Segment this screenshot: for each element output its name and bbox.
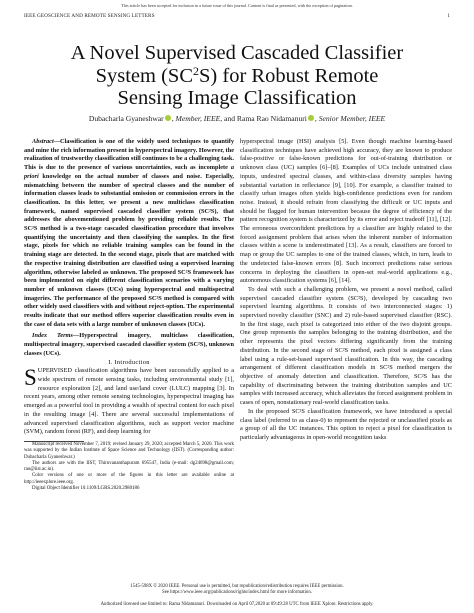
- journal-name: IEEE GEOSCIENCE AND REMOTE SENSING LETTERS: [24, 13, 155, 19]
- abstract-text-2: knowledge on the actual number of classes and noise. Especially, mismatching between the number of spectral classes and the number of information classes leads to substantial omission or commission errors in the classification. In this letter, we present a new multiclass classification framework, named supervised cascaded classifier system (SC²S), that addresses the abovementioned problem by providing reliable results. The SC²S method is a two-stage cascaded classification procedure that involves quantifying the uncertainty and then classifying the samples. In the first stage, pixels for which no reliable training samples can be found in the training stage are detected. In the second stage, pixels that are matched with the respective training distribution are classified using a supervised learning algorithm, otherwise labeled as unknown. The proposed SC²S framework has been implemented on eight different classification scenarios with a varying number of unknown classes (UCs) using hyperspectral and multispectral imageries. The performance of the proposed SC²S method is compared with other widely used classifiers with and without reject-option. The experimental results indicate that our method offers superior classification results even in the case of data sets with a large number of unknown classes (UCs).: [24, 172, 234, 328]
- intro-paragraph: [24, 367, 234, 437]
- author-1-role: , Member, IEEE,: [171, 114, 223, 123]
- license-footer: Authorized licensed use limited to: Rama Nidamanuri. Downloaded on April 07,2020 at 09:49:28 UTC from IEEE Xplore. Restrictions apply.: [100, 602, 374, 607]
- permissions-link[interactable]: See https://www.ieee.org/publications/rights/index.html for more information.: [162, 590, 312, 595]
- abstract: [24, 138, 234, 329]
- author-conjunction: and: [222, 114, 237, 123]
- title-line-3: Sensing Image Classification: [117, 87, 357, 109]
- body-paragraph-3: In the proposed SC²S classification framework, we have introduced a special class label (referred to as class-0) to represent the rejected or unclassified pixels as a group of all the UC instances. This option to reject a pixel for classification is particularly advantageous in open-world recognition tasks: [240, 407, 452, 441]
- right-column: [240, 138, 452, 443]
- body-paragraph-2: To deal with such a challenging problem, we present a novel method, called supervised cascaded classifier system (SC²S), developed by cascading two supervised learning algorithms. It consists of two interconnected stages: 1) supervised novelty classifier (SNC) and 2) rule-based supervised classifier (RSC). In the first stage, each pixel is categorized into either of the two disjoint groups. One group represents the samples belonging to the training distribution, and the other represents the pixel vectors differing significantly from the training distribution. In the second stage of SC²S method, each pixel is assigned a class label using a rule-set-based supervised classification. In this way, the cascading arrangement of different classification models in SC²S method mergers the objective of anomaly detection and classification. Therefore, SC²S has the capability of discriminating between the training distribution samples and UC samples with increased accuracy, which alleviates the forced assignment problem in cases of open, nonstationary real-world classification tasks.: [240, 285, 452, 407]
- index-terms-text: —Hyperspectral imagery, multiclass classification, multispectral imagery, supervised cascaded classifier system (SC²S), unknown classes (UCs).: [24, 332, 234, 357]
- title-line-2-pre: System (SC: [95, 64, 194, 87]
- author-2-name: Rama Rao Nidamanuri: [236, 114, 307, 123]
- copyright-line: 1545-598X © 2020 IEEE. Personal use is permitted, but republication/redistribution requires IEEE permission.: [130, 584, 344, 589]
- title-line-1: A Novel Supervised Cascaded Classifier: [70, 42, 404, 64]
- footnote-manuscript: Manuscript received November 7, 2019; revised January 29, 2020; accepted March 5, 2020. This work was supported by the Indian Institute of Space Science and Technology (IIST). (Corresponding author: Dubacharla Gyaneshwar.): [24, 441, 234, 460]
- intro-paragraph-text: UPERVISED classification algorithms have been successfully applied to a wide spectrum of remote sensing tasks, including environmental study [1], resource exploration [2], and land use/land cover (LULC) mapping [3]. In recent years, among other remote sensing technologies, hyperspectral imaging has emerged as a powerful tool in providing a wealth of spectral content for each pixel in the resulting image [4]. There are several successful implementations of advanced supervised classification algorithms, such as support vector machine (SVM), random forest (RF), and deep learning for: [24, 367, 234, 436]
- abstract-text: —Classification is one of the widely used techniques to quantify and mine the rich information present in hyperspectral imagery. However, the realization of trustworthy classification still continues to be a challenging task. This is due to the presence of various uncertainties, such as incomplete: [24, 138, 234, 172]
- author-list: [20, 114, 454, 123]
- acceptance-note: This article has been accepted for inclusion in a future issue of this journal. Content is final as presented, with the exception of pagination.: [121, 3, 353, 8]
- index-terms-label: Index Terms: [32, 332, 73, 340]
- index-terms: [24, 332, 234, 358]
- footnote-color[interactable]: Color versions of one or more of the figures in this letter are available online at http://ieeexplore.ieee.org.: [24, 473, 234, 485]
- left-column: [24, 138, 234, 492]
- paper-title: [20, 42, 454, 110]
- body-paragraph-1: hyperspectral image (HSI) analysis [5]. Even though machine learning-based classification techniques have achieved high accuracy, they are known to produce false-positive or false-known predictions for out-of-training distribution or unknown class (UC) samples [6]–[8]. Examples of UCs include untrained class inputs, undesired spectral classes, and within-class diversity samples having substantial variation in reflectance [9], [10]. For example, a classifier trained to classify urban images often yields high-confidence predictions even for random noise. Instead, it should refrain from classifying the difficult or UC inputs and should be flagged for human intervention because the degree of efficiency of the pattern recognition system is characterized by its error and reject tradeoff [11], [12]. The erroneous overconfident predictions by a classifier are highly related to the forced assignment problem that arises when the inherent number of information classes within a scene is underestimated [13]. As a result, classifiers are forced to map or group the UC samples to one of the trained classes, which, in turn, leads to the undetected false-known errors [8]. Such incorrect predictions raise serious concerns in deploying the classifiers in open-set real-world applications e.g., autonomous classification systems [6], [14].: [240, 138, 452, 285]
- abstract-emphasis: a priori: [24, 164, 234, 180]
- orcid-icon[interactable]: [165, 115, 171, 121]
- author-2-role: , Senior Member, IEEE: [314, 114, 386, 123]
- footnote-doi[interactable]: Digital Object Identifier 10.1109/LGRS.2020.2980186: [32, 485, 140, 491]
- orcid-icon[interactable]: [308, 115, 314, 121]
- drop-cap: S: [24, 365, 37, 391]
- title-line-2: [20, 65, 454, 88]
- section-heading-introduction: I. Introduction: [108, 358, 150, 366]
- title-line-2-post: S) for Robust Remote: [199, 64, 379, 87]
- title-superscript: 2: [193, 63, 200, 78]
- author-1-name: Dubacharla Gyaneshwar: [88, 114, 164, 123]
- footnote-authors: The authors are with the IIST, Thiruvananthapuram 695547, India (e-mail: dg24698@gmail.com; rao@iist.ac.in).: [24, 460, 234, 473]
- page-number: 1: [447, 13, 450, 19]
- abstract-label: Abstract: [32, 138, 54, 145]
- running-head: [24, 13, 450, 19]
